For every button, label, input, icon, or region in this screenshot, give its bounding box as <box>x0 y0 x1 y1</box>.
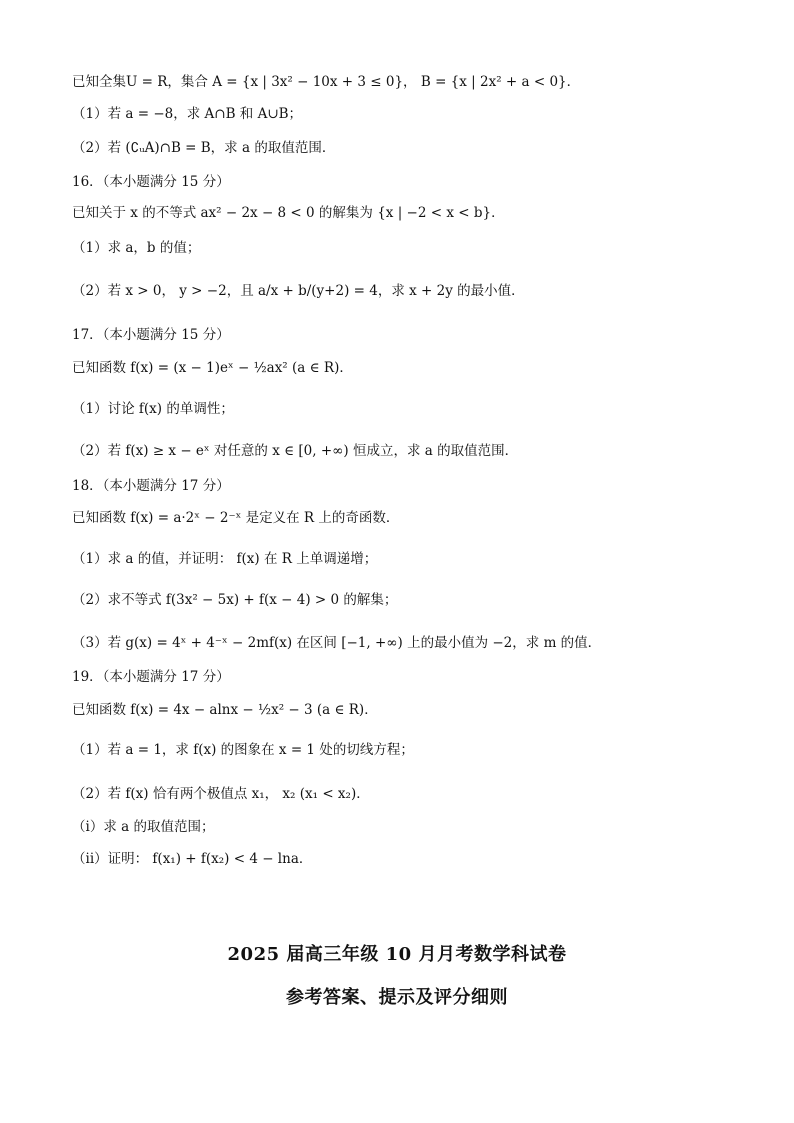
problem-line-18: （1）若 a = 1，求 f(x) 的图象在 x = 1 处的切线方程； <box>72 742 414 758</box>
problem-line-11: 18．（本小题满分 17 分） <box>72 478 230 494</box>
problem-line-17: 已知函数 f(x) = 4x − alnx − ½x² − 3 (a ∈ R)． <box>72 702 378 718</box>
problem-line-7: 17．（本小题满分 15 分） <box>72 327 230 343</box>
problem-line-4: 已知关于 x 的不等式 ax² − 2x − 8 < 0 的解集为 {x | −2 < x < b}． <box>72 205 505 221</box>
problem-line-21: （ii）证明： f(x₁) + f(x₂) < 4 − lna． <box>72 851 313 867</box>
answer-subtitle: 参考答案、提示及评分细则 <box>286 987 508 1008</box>
problem-line-3: 16．（本小题满分 15 分） <box>72 174 230 190</box>
problem-line-16: 19．（本小题满分 17 分） <box>72 669 230 685</box>
problem-line-14: （2）求不等式 f(3x² − 5x) + f(x − 4) > 0 的解集； <box>72 592 398 608</box>
problem-line-0: 已知全集U = R，集合 A = {x | 3x² − 10x + 3 ≤ 0}， B = {x | 2x² + a < 0}． <box>72 74 581 90</box>
problem-line-5: （1）求 a，b 的值； <box>72 240 201 256</box>
problem-line-12: 已知函数 f(x) = a·2ˣ − 2⁻ˣ 是定义在 R 上的奇函数． <box>72 510 400 526</box>
problem-line-8: 已知函数 f(x) = (x − 1)eˣ − ½ax² (a ∈ R)． <box>72 360 353 376</box>
problem-line-13: （1）求 a 的值，并证明： f(x) 在 R 上单调递增； <box>72 551 378 567</box>
problem-line-20: （i）求 a 的取值范围； <box>72 819 215 835</box>
problem-line-1: （1）若 a = −8，求 A∩B 和 A∪B； <box>72 106 303 122</box>
problem-line-6: （2）若 x > 0， y > −2，且 a/x + b/(y+2) = 4，求 x + 2y 的最小值． <box>72 283 525 299</box>
problem-line-2: （2）若 (∁ᵤA)∩B = B，求 a 的取值范围． <box>72 140 336 156</box>
problem-line-19: （2）若 f(x) 恰有两个极值点 x₁， x₂ (x₁ < x₂)． <box>72 786 370 802</box>
problem-line-15: （3）若 g(x) = 4ˣ + 4⁻ˣ − 2mf(x) 在区间 [−1, +∞) 上的最小值为 −2，求 m 的值． <box>72 635 602 651</box>
answer-title: 2025 届高三年级 10 月月考数学科试卷 <box>227 944 567 965</box>
problem-line-10: （2）若 f(x) ≥ x − eˣ 对任意的 x ∈ [0, +∞) 恒成立，求 a 的取值范围． <box>72 443 519 459</box>
problem-line-9: （1）讨论 f(x) 的单调性； <box>72 401 234 417</box>
